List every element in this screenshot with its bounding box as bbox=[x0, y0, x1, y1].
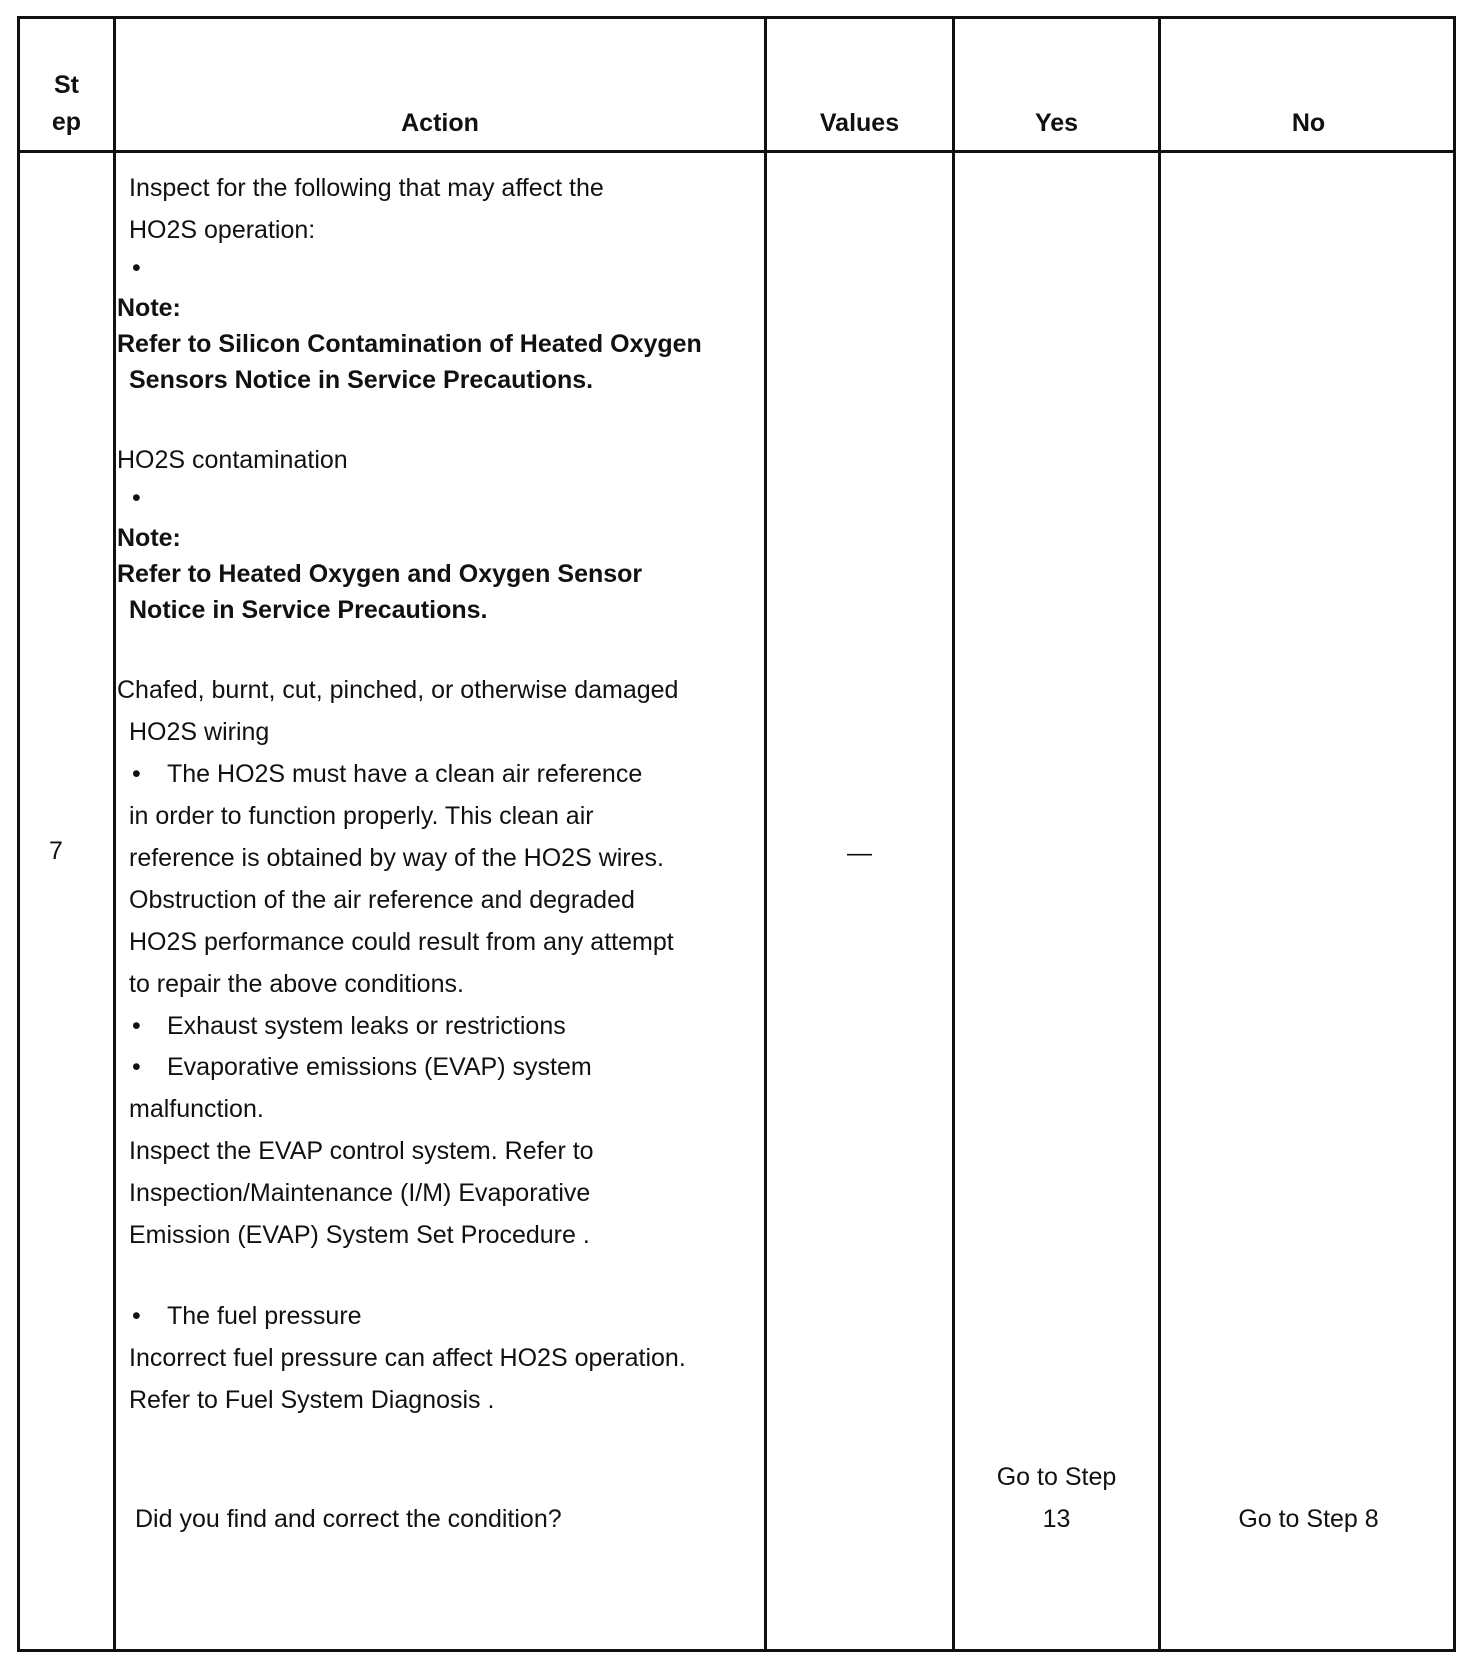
note-label: Note: bbox=[117, 524, 181, 552]
header-values: Values bbox=[819, 109, 900, 137]
note-label: Note: bbox=[117, 294, 181, 322]
item-air-reference-line3: reference is obtained by way of the HO2S wires. bbox=[129, 844, 664, 872]
header-step-line1: St bbox=[54, 71, 79, 99]
column-divider bbox=[113, 19, 116, 1649]
item-air-reference-line1: The HO2S must have a clean air reference bbox=[167, 760, 643, 788]
item-fuel-pressure: The fuel pressure bbox=[167, 1302, 362, 1330]
bullet: • bbox=[132, 1012, 141, 1040]
yes-cell-line2: 13 bbox=[1042, 1505, 1071, 1533]
column-divider bbox=[1158, 19, 1161, 1649]
step-number: 7 bbox=[49, 837, 63, 865]
item-evap-line3: Inspect the EVAP control system. Refer to bbox=[129, 1137, 594, 1165]
item-wiring-line1: Chafed, burnt, cut, pinched, or otherwise damaged bbox=[117, 676, 679, 704]
column-divider bbox=[952, 19, 955, 1649]
values-cell: — bbox=[847, 839, 872, 867]
bullet: • bbox=[132, 1302, 141, 1330]
item-air-reference-line2: in order to function properly. This clean air bbox=[129, 802, 594, 830]
item-evap-line5: Emission (EVAP) System Set Procedure . bbox=[129, 1221, 590, 1249]
item-evap-line4: Inspection/Maintenance (I/M) Evaporative bbox=[129, 1179, 591, 1207]
item-evap-line1: Evaporative emissions (EVAP) system bbox=[167, 1053, 592, 1081]
header-divider bbox=[20, 150, 1453, 153]
header-step bbox=[20, 71, 113, 137]
note1-line2: Sensors Notice in Service Precautions. bbox=[129, 366, 594, 394]
action-intro-line1: Inspect for the following that may affect the bbox=[129, 174, 604, 202]
action-intro-line2: HO2S operation: bbox=[129, 216, 316, 244]
bullet: • bbox=[132, 254, 141, 282]
bullet: • bbox=[132, 1053, 141, 1081]
action-question: Did you find and correct the condition? bbox=[135, 1505, 562, 1533]
header-no: No bbox=[1291, 109, 1326, 137]
note1-line1: Refer to Silicon Contamination of Heated Oxygen bbox=[117, 330, 702, 358]
bullet: • bbox=[132, 484, 141, 512]
item-exhaust: Exhaust system leaks or restrictions bbox=[167, 1012, 566, 1040]
item-evap-line2: malfunction. bbox=[129, 1095, 264, 1123]
item-air-reference-line4: Obstruction of the air reference and degraded bbox=[129, 886, 635, 914]
diagnostic-table bbox=[17, 16, 1456, 1652]
note2-line2: Notice in Service Precautions. bbox=[129, 596, 488, 624]
no-cell: Go to Step 8 bbox=[1238, 1505, 1379, 1533]
item-air-reference-line5: HO2S performance could result from any attempt bbox=[129, 928, 674, 956]
item-ho2s-contamination: HO2S contamination bbox=[117, 446, 348, 474]
header-action: Action bbox=[401, 109, 479, 137]
header-step-line2: ep bbox=[51, 108, 82, 136]
yes-cell-line1: Go to Step bbox=[996, 1463, 1117, 1491]
note2-line1: Refer to Heated Oxygen and Oxygen Sensor bbox=[117, 560, 643, 588]
item-wiring-line2: HO2S wiring bbox=[129, 718, 270, 746]
item-fuel-pressure-line2: Incorrect fuel pressure can affect HO2S operation. bbox=[129, 1344, 686, 1372]
item-fuel-pressure-line3: Refer to Fuel System Diagnosis . bbox=[129, 1386, 495, 1414]
bullet: • bbox=[132, 760, 141, 788]
header-yes: Yes bbox=[1034, 109, 1079, 137]
item-air-reference-line6: to repair the above conditions. bbox=[129, 970, 464, 998]
